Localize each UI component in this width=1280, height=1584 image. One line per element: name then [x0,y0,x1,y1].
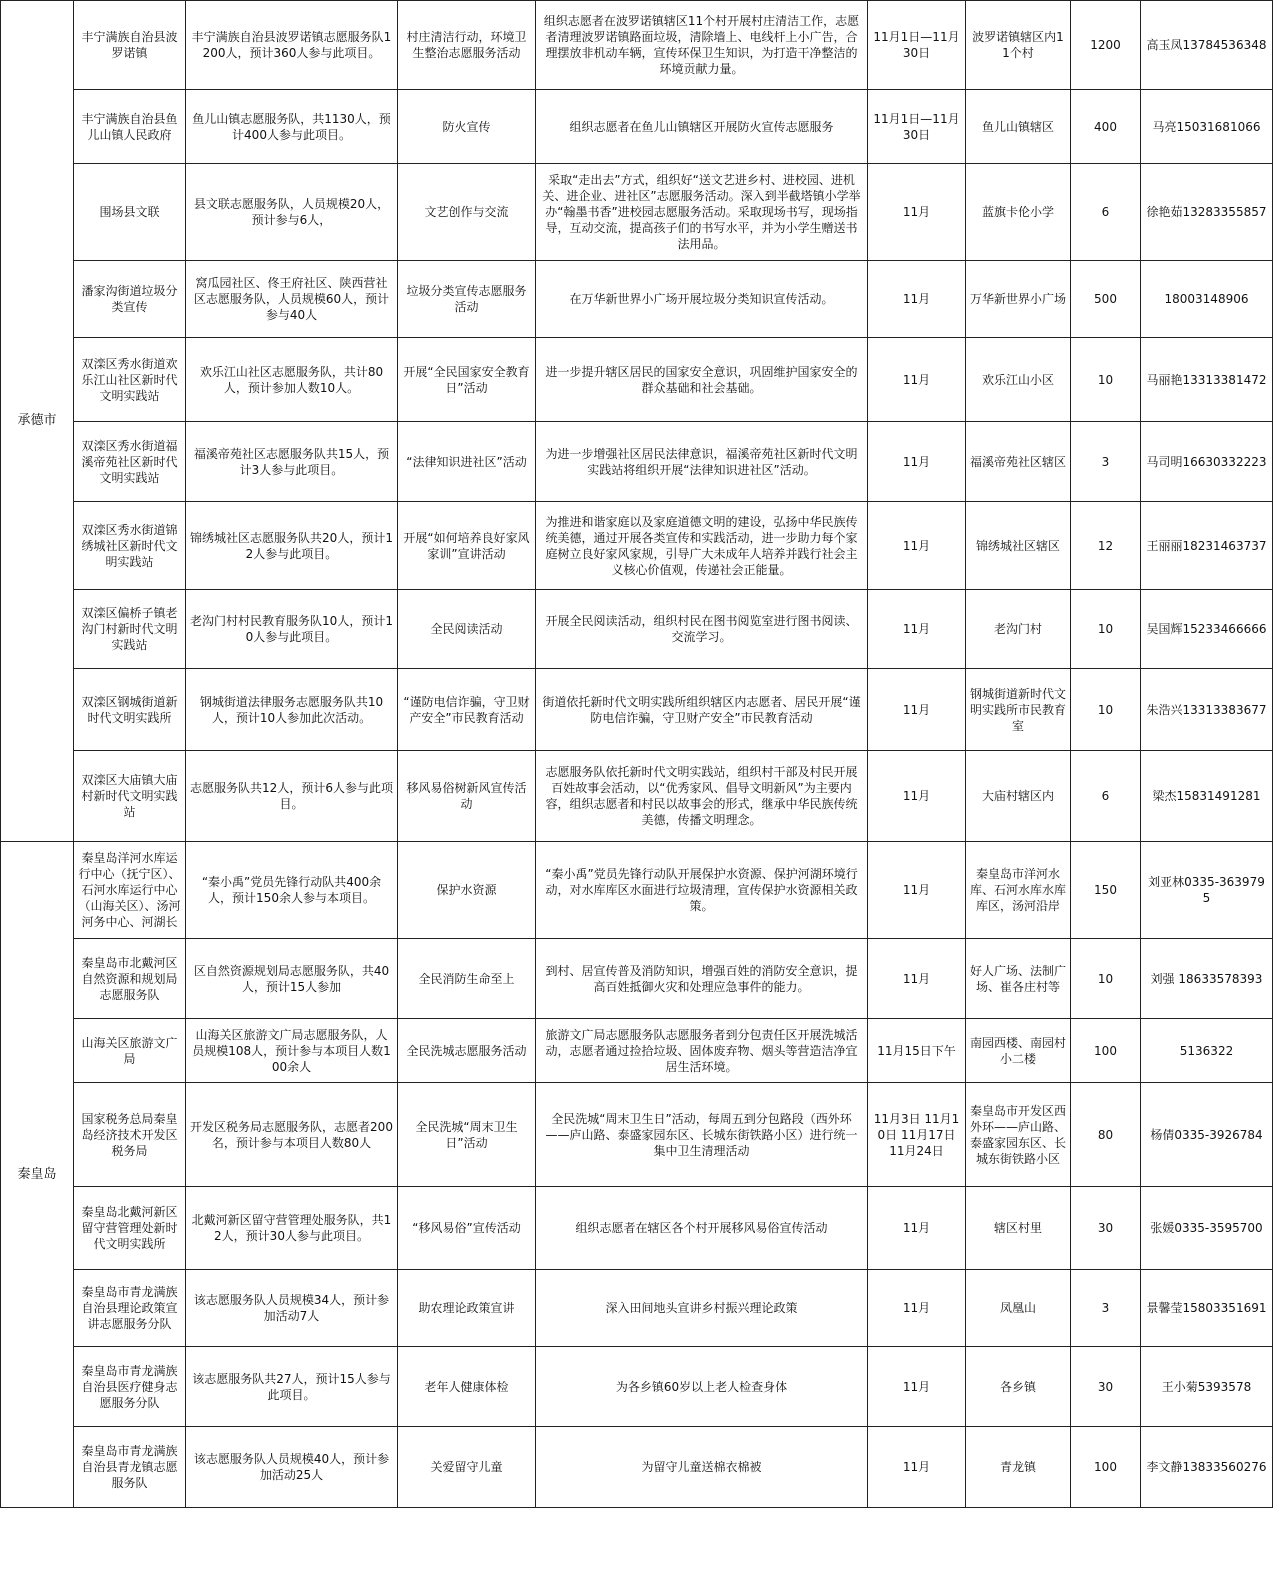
contact-cell: 杨倩0335-3926784 [1141,1083,1273,1187]
place-cell: 南园西楼、南园村小二楼 [966,1019,1071,1083]
table-row [1,164,1273,261]
content-cell: 街道依托新时代文明实践所组织辖区内志愿者、居民开展“谨防电信诈骗，守卫财产安全”市民教育活动 [536,669,868,751]
team-cell: 志愿服务队共12人，预计6人参与此项目。 [186,751,398,842]
org-cell: 双滦区偏桥子镇老沟门村新时代文明实践站 [74,590,186,669]
count-cell: 400 [1071,90,1141,164]
content-cell: 志愿服务队依托新时代文明实践站，组织村干部及村民开展百姓故事会活动，以“优秀家风、倡导文明新风”为主要内容，组织志愿者和村民以故事会的形式，继承中华民族传统美德，传播文明理念。 [536,751,868,842]
table-row [1,90,1273,164]
content-cell: 进一步提升辖区居民的国家安全意识，巩固维护国家安全的群众基础和社会基础。 [536,338,868,422]
place-cell: 各乡镇 [966,1347,1071,1427]
project-cell: 全民消防生命至上 [398,939,536,1019]
contact-cell: 王丽丽18231463737 [1141,502,1273,590]
contact-cell: 吴国辉15233466666 [1141,590,1273,669]
place-cell: 钢城街道新时代文明实践所市民教育室 [966,669,1071,751]
org-cell: 双滦区秀水街道福溪帝苑社区新时代文明实践站 [74,422,186,502]
org-cell: 双滦区秀水街道锦绣城社区新时代文明实践站 [74,502,186,590]
project-cell: 保护水资源 [398,842,536,939]
content-cell: 全民洗城“周末卫生日”活动，每周五到分包路段（西外环——庐山路、泰盛家园东区、长城东街铁路小区）进行统一集中卫生清理活动 [536,1083,868,1187]
table-row [1,1270,1273,1347]
city-cell: 秦皇岛 [1,842,74,1508]
count-cell: 80 [1071,1083,1141,1187]
table-row [1,1083,1273,1187]
content-cell: 组织志愿者在波罗诺镇辖区11个村开展村庄清洁工作，志愿者清理波罗诺镇路面垃圾，清除墙上、电线杆上小广告，合理摆放非机动车辆，宣传环保卫生知识，为打造干净整洁的环境贡献力量。 [536,1,868,90]
place-cell: 蓝旗卡伦小学 [966,164,1071,261]
content-cell: 到村、居宣传普及消防知识，增强百姓的消防安全意识，提高百姓抵御火灾和处理应急事件的能力。 [536,939,868,1019]
table-row [1,939,1273,1019]
contact-cell: 18003148906 [1141,261,1273,338]
team-cell: 欢乐江山社区志愿服务队，共计80人，预计参加人数10人。 [186,338,398,422]
team-cell: 该志愿服务队人员规模34人，预计参加活动7人 [186,1270,398,1347]
time-cell: 11月 [868,164,966,261]
place-cell: 福溪帝苑社区辖区 [966,422,1071,502]
team-cell: “秦小禹”党员先锋行动队共400余人，预计150余人参与本项目。 [186,842,398,939]
table-row [1,1187,1273,1270]
count-cell: 10 [1071,590,1141,669]
contact-cell: 马丽艳13313381472 [1141,338,1273,422]
time-cell: 11月 [868,1427,966,1508]
table-row [1,422,1273,502]
count-cell: 150 [1071,842,1141,939]
team-cell: 福溪帝苑社区志愿服务队共15人，预计3人参与此项目。 [186,422,398,502]
project-cell: 防火宣传 [398,90,536,164]
content-cell: 为各乡镇60岁以上老人检查身体 [536,1347,868,1427]
table-row [1,590,1273,669]
team-cell: 该志愿服务队人员规模40人，预计参加活动25人 [186,1427,398,1508]
content-cell: 为留守儿童送棉衣棉被 [536,1427,868,1508]
project-cell: 垃圾分类宣传志愿服务活动 [398,261,536,338]
contact-cell: 景馨莹15803351691 [1141,1270,1273,1347]
project-cell: 开展“如何培养良好家风家训”宣讲活动 [398,502,536,590]
table-row [1,261,1273,338]
place-cell: 老沟门村 [966,590,1071,669]
count-cell: 100 [1071,1019,1141,1083]
place-cell: 青龙镇 [966,1427,1071,1508]
contact-cell: 5136322 [1141,1019,1273,1083]
content-cell: 组织志愿者在辖区各个村开展移风易俗宣传活动 [536,1187,868,1270]
project-cell: 助农理论政策宣讲 [398,1270,536,1347]
org-cell: 秦皇岛北戴河新区留守营管理处新时代文明实践所 [74,1187,186,1270]
time-cell: 11月1日—11月30日 [868,1,966,90]
place-cell: 秦皇岛市开发区西外环——庐山路、泰盛家园东区、长城东街铁路小区 [966,1083,1071,1187]
place-cell: 大庙村辖区内 [966,751,1071,842]
table-row [1,1,1273,90]
table-row [1,669,1273,751]
place-cell: 辖区村里 [966,1187,1071,1270]
content-cell: 深入田间地头宣讲乡村振兴理论政策 [536,1270,868,1347]
time-cell: 11月 [868,1270,966,1347]
project-cell: 开展“全民国家安全教育日”活动 [398,338,536,422]
content-cell: 为进一步增强社区居民法律意识，福溪帝苑社区新时代文明实践站将组织开展“法律知识进社区”活动。 [536,422,868,502]
count-cell: 30 [1071,1187,1141,1270]
time-cell: 11月 [868,1187,966,1270]
table-row [1,1427,1273,1508]
project-cell: 全民洗城志愿服务活动 [398,1019,536,1083]
time-cell: 11月 [868,502,966,590]
org-cell: 秦皇岛市青龙满族自治县青龙镇志愿服务队 [74,1427,186,1508]
project-cell: “移风易俗”宣传活动 [398,1187,536,1270]
time-cell: 11月1日—11月30日 [868,90,966,164]
table-row [1,338,1273,422]
count-cell: 10 [1071,338,1141,422]
contact-cell: 刘亚林0335-3639795 [1141,842,1273,939]
time-cell: 11月 [868,939,966,1019]
place-cell: 锦绣城社区辖区 [966,502,1071,590]
org-cell: 双滦区大庙镇大庙村新时代文明实践站 [74,751,186,842]
content-cell: 为推进和谐家庭以及家庭道德文明的建设，弘扬中华民族传统美德，通过开展各类宣传和实践活动，进一步助力每个家庭树立良好家风家规，引导广大未成年人培养并践行社会主义核心价值观，传递社会正能量。 [536,502,868,590]
contact-cell: 梁杰15831491281 [1141,751,1273,842]
city-cell: 承德市 [1,1,74,842]
project-cell: “法律知识进社区”活动 [398,422,536,502]
org-cell: 秦皇岛市北戴河区自然资源和规划局志愿服务队 [74,939,186,1019]
content-cell: 采取“走出去”方式，组织好“送文艺进乡村、进校园、进机关、进企业、进社区”志愿服务活动。深入到半截塔镇小学举办“翰墨书香”进校园志愿服务活动。采取现场书写，现场指导，互动交流，提高孩子们的书写水平，并为小学生赠送书法用品。 [536,164,868,261]
project-cell: 全民阅读活动 [398,590,536,669]
contact-cell: 朱浩兴13313383677 [1141,669,1273,751]
count-cell: 10 [1071,939,1141,1019]
table-row [1,842,1273,939]
contact-cell: 马司明16630332223 [1141,422,1273,502]
contact-cell: 马亮15031681066 [1141,90,1273,164]
place-cell: 万华新世界小广场 [966,261,1071,338]
team-cell: 开发区税务局志愿服务队，志愿者200名，预计参与本项目人数80人 [186,1083,398,1187]
org-cell: 山海关区旅游文广局 [74,1019,186,1083]
org-cell: 丰宁满族自治县波罗诺镇 [74,1,186,90]
place-cell: 波罗诺镇辖区内11个村 [966,1,1071,90]
org-cell: 国家税务总局秦皇岛经济技术开发区税务局 [74,1083,186,1187]
team-cell: 鱼儿山镇志愿服务队，共1130人，预计400人参与此项目。 [186,90,398,164]
count-cell: 12 [1071,502,1141,590]
time-cell: 11月 [868,590,966,669]
place-cell: 凤凰山 [966,1270,1071,1347]
time-cell: 11月 [868,751,966,842]
project-cell: 关爱留守儿童 [398,1427,536,1508]
content-cell: 在万华新世界小广场开展垃圾分类知识宣传活动。 [536,261,868,338]
place-cell: 好人广场、法制广场、崔各庄村等 [966,939,1071,1019]
team-cell: 县文联志愿服务队，人员规模20人，预计参与6人， [186,164,398,261]
table-row [1,1347,1273,1427]
team-cell: 钢城街道法律服务志愿服务队共10人，预计10人参加此次活动。 [186,669,398,751]
team-cell: 丰宁满族自治县波罗诺镇志愿服务队1200人，预计360人参与此项目。 [186,1,398,90]
count-cell: 3 [1071,422,1141,502]
org-cell: 丰宁满族自治县鱼儿山镇人民政府 [74,90,186,164]
count-cell: 3 [1071,1270,1141,1347]
org-cell: 潘家沟街道垃圾分类宣传 [74,261,186,338]
time-cell: 11月 [868,842,966,939]
count-cell: 10 [1071,669,1141,751]
contact-cell: 张媛0335-3595700 [1141,1187,1273,1270]
contact-cell: 徐艳茹13283355857 [1141,164,1273,261]
content-cell: 旅游文广局志愿服务队志愿服务者到分包责任区开展洗城活动，志愿者通过捡拾垃圾、固体废弃物、烟头等营造洁净宜居生活环境。 [536,1019,868,1083]
org-cell: 秦皇岛市青龙满族自治县医疗健身志愿服务分队 [74,1347,186,1427]
content-cell: “秦小禹”党员先锋行动队开展保护水资源、保护河湖环境行动，对水库库区水面进行垃圾清理，宣传保护水资源相关政策。 [536,842,868,939]
team-cell: 该志愿服务队共27人，预计15人参与此项目。 [186,1347,398,1427]
count-cell: 6 [1071,751,1141,842]
contact-cell: 李文静13833560276 [1141,1427,1273,1508]
project-cell: 村庄清洁行动，环境卫生整治志愿服务活动 [398,1,536,90]
project-cell: 移风易俗树新风宣传活动 [398,751,536,842]
count-cell: 100 [1071,1427,1141,1508]
content-cell: 组织志愿者在鱼儿山镇辖区开展防火宣传志愿服务 [536,90,868,164]
contact-cell: 高玉凤13784536348 [1141,1,1273,90]
time-cell: 11月 [868,1347,966,1427]
content-cell: 开展全民阅读活动，组织村民在图书阅览室进行图书阅读、交流学习。 [536,590,868,669]
team-cell: 窝瓜园社区、佟王府社区、陕西营社区志愿服务队，人员规模60人，预计参与40人 [186,261,398,338]
team-cell: 山海关区旅游文广局志愿服务队，人员规模108人，预计参与本项目人数100余人 [186,1019,398,1083]
team-cell: 区自然资源规划局志愿服务队，共40人，预计15人参加 [186,939,398,1019]
time-cell: 11月 [868,422,966,502]
org-cell: 围场县文联 [74,164,186,261]
place-cell: 鱼儿山镇辖区 [966,90,1071,164]
count-cell: 1200 [1071,1,1141,90]
table-row [1,751,1273,842]
table-row [1,1019,1273,1083]
count-cell: 500 [1071,261,1141,338]
project-cell: 老年人健康体检 [398,1347,536,1427]
place-cell: 欢乐江山小区 [966,338,1071,422]
project-cell: 全民洗城“周末卫生日”活动 [398,1083,536,1187]
team-cell: 北戴河新区留守营管理处服务队，共12人，预计30人参与此项目。 [186,1187,398,1270]
time-cell: 11月15日下午 [868,1019,966,1083]
project-cell: 文艺创作与交流 [398,164,536,261]
org-cell: 双滦区秀水街道欢乐江山社区新时代文明实践站 [74,338,186,422]
time-cell: 11月 [868,669,966,751]
time-cell: 11月 [868,338,966,422]
count-cell: 6 [1071,164,1141,261]
team-cell: 锦绣城社区志愿服务队共20人，预计12人参与此项目。 [186,502,398,590]
table-row [1,502,1273,590]
team-cell: 老沟门村村民教育服务队10人，预计10人参与此项目。 [186,590,398,669]
count-cell: 30 [1071,1347,1141,1427]
time-cell: 11月 [868,261,966,338]
table-body [1,1,1273,1508]
place-cell: 秦皇岛市洋河水库、石河水库水库库区，汤河沿岸 [966,842,1071,939]
contact-cell: 王小菊5393578 [1141,1347,1273,1427]
org-cell: 秦皇岛市青龙满族自治县理论政策宣讲志愿服务分队 [74,1270,186,1347]
contact-cell: 刘强 18633578393 [1141,939,1273,1019]
project-cell: “谨防电信诈骗，守卫财产安全”市民教育活动 [398,669,536,751]
time-cell: 11月3日 11月10日 11月17日 11月24日 [868,1083,966,1187]
org-cell: 秦皇岛洋河水库运行中心（抚宁区）、石河水库运行中心（山海关区）、汤河河务中心、河湖长 [74,842,186,939]
org-cell: 双滦区钢城街道新时代文明实践所 [74,669,186,751]
